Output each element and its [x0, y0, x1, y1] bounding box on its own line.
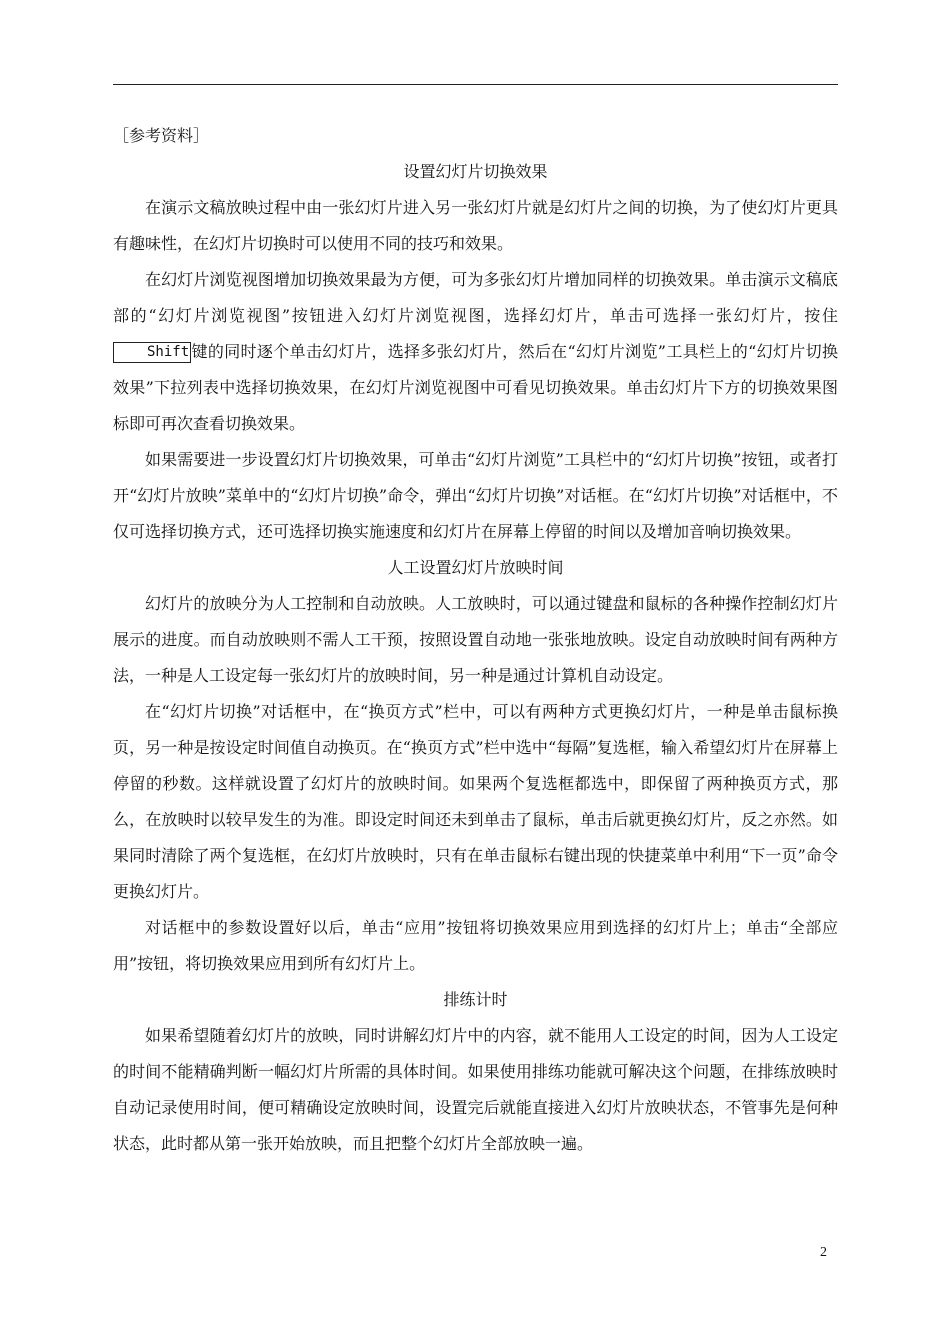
section-title: 排练计时	[443, 990, 508, 1009]
paragraph: 对话框中的参数设置好以后，单击“应用”按钮将切换效果应用到选择的幻灯片上；单击“全部应用”按钮，将切换效果应用到所有幻灯片上。	[113, 918, 838, 973]
paragraph: 如果希望随着幻灯片的放映，同时讲解幻灯片中的内容，就不能用人工设定的时间，因为人工设定的时间不能精确判断一幅幻灯片所需的具体时间。如果使用排练功能就可解决这个问题，在排练放映时自动记录使用时间，便可精确设定放映时间，设置完后就能直接进入幻灯片放映状态，不管事先是何种状态，此时都从第一张开始放映，而且把整个幻灯片全部放映一遍。	[113, 1026, 838, 1153]
reference-label: ［参考资料］	[113, 126, 210, 145]
section-transition-effects	[113, 154, 838, 550]
header-rule	[113, 84, 838, 85]
paragraph: 幻灯片的放映分为人工控制和自动放映。人工放映时，可以通过键盘和鼠标的各种操作控制幻灯片展示的进度。而自动放映则不需人工干预，按照设置自动地一张张地放映。设定自动放映时间有两种方法，一种是人工设定每一张幻灯片的放映时间，另一种是通过计算机自动设定。	[113, 594, 838, 685]
section-rehearse-timings	[113, 982, 838, 1162]
section-title: 人工设置幻灯片放映时间	[387, 558, 564, 577]
paragraph-text: 键的同时逐个单击幻灯片，选择多张幻灯片，然后在“幻灯片浏览”工具栏上的“幻灯片切换效果”下拉列表中选择切换效果，在幻灯片浏览视图中可看见切换效果。单击幻灯片下方的切换效果图标即可再次查看切换效果。	[113, 342, 838, 433]
paragraph-text: 在幻灯片浏览视图增加切换效果最为方便，可为多张幻灯片增加同样的切换效果。单击演示文稿底部的“幻灯片浏览视图”按钮进入幻灯片浏览视图，选择幻灯片，单击可选择一张幻灯片，按住	[113, 270, 838, 325]
section-manual-timing	[113, 550, 838, 982]
paragraph	[113, 262, 838, 442]
section-title: 设置幻灯片切换效果	[403, 162, 548, 181]
page-number: 2	[820, 1245, 827, 1260]
paragraph: 在“幻灯片切换”对话框中，在“换页方式”栏中，可以有两种方式更换幻灯片，一种是单击鼠标换页，另一种是按设定时间值自动换页。在“换页方式”栏中选中“每隔”复选框，输入希望幻灯片在屏幕上停留的秒数。这样就设置了幻灯片的放映时间。如果两个复选框都选中，即保留了两种换页方式，那么，在放映时以较早发生的为准。即设定时间还未到单击了鼠标，单击后就更换幻灯片，反之亦然。如果同时清除了两个复选框，在幻灯片放映时，只有在单击鼠标右键出现的快捷菜单中利用“下一页”命令更换幻灯片。	[113, 702, 838, 901]
paragraph: 在演示文稿放映过程中由一张幻灯片进入另一张幻灯片就是幻灯片之间的切换，为了使幻灯片更具有趣味性，在幻灯片切换时可以使用不同的技巧和效果。	[113, 198, 838, 253]
shift-key-box: Shift	[113, 342, 191, 363]
paragraph: 如果需要进一步设置幻灯片切换效果，可单击“幻灯片浏览”工具栏中的“幻灯片切换”按钮，或者打开“幻灯片放映”菜单中的“幻灯片切换”命令，弹出“幻灯片切换”对话框。在“幻灯片切换”对话框中，不仅可选择切换方式，还可选择切换实施速度和幻灯片在屏幕上停留的时间以及增加音响切换效果。	[113, 450, 838, 541]
document-body	[113, 118, 838, 1162]
